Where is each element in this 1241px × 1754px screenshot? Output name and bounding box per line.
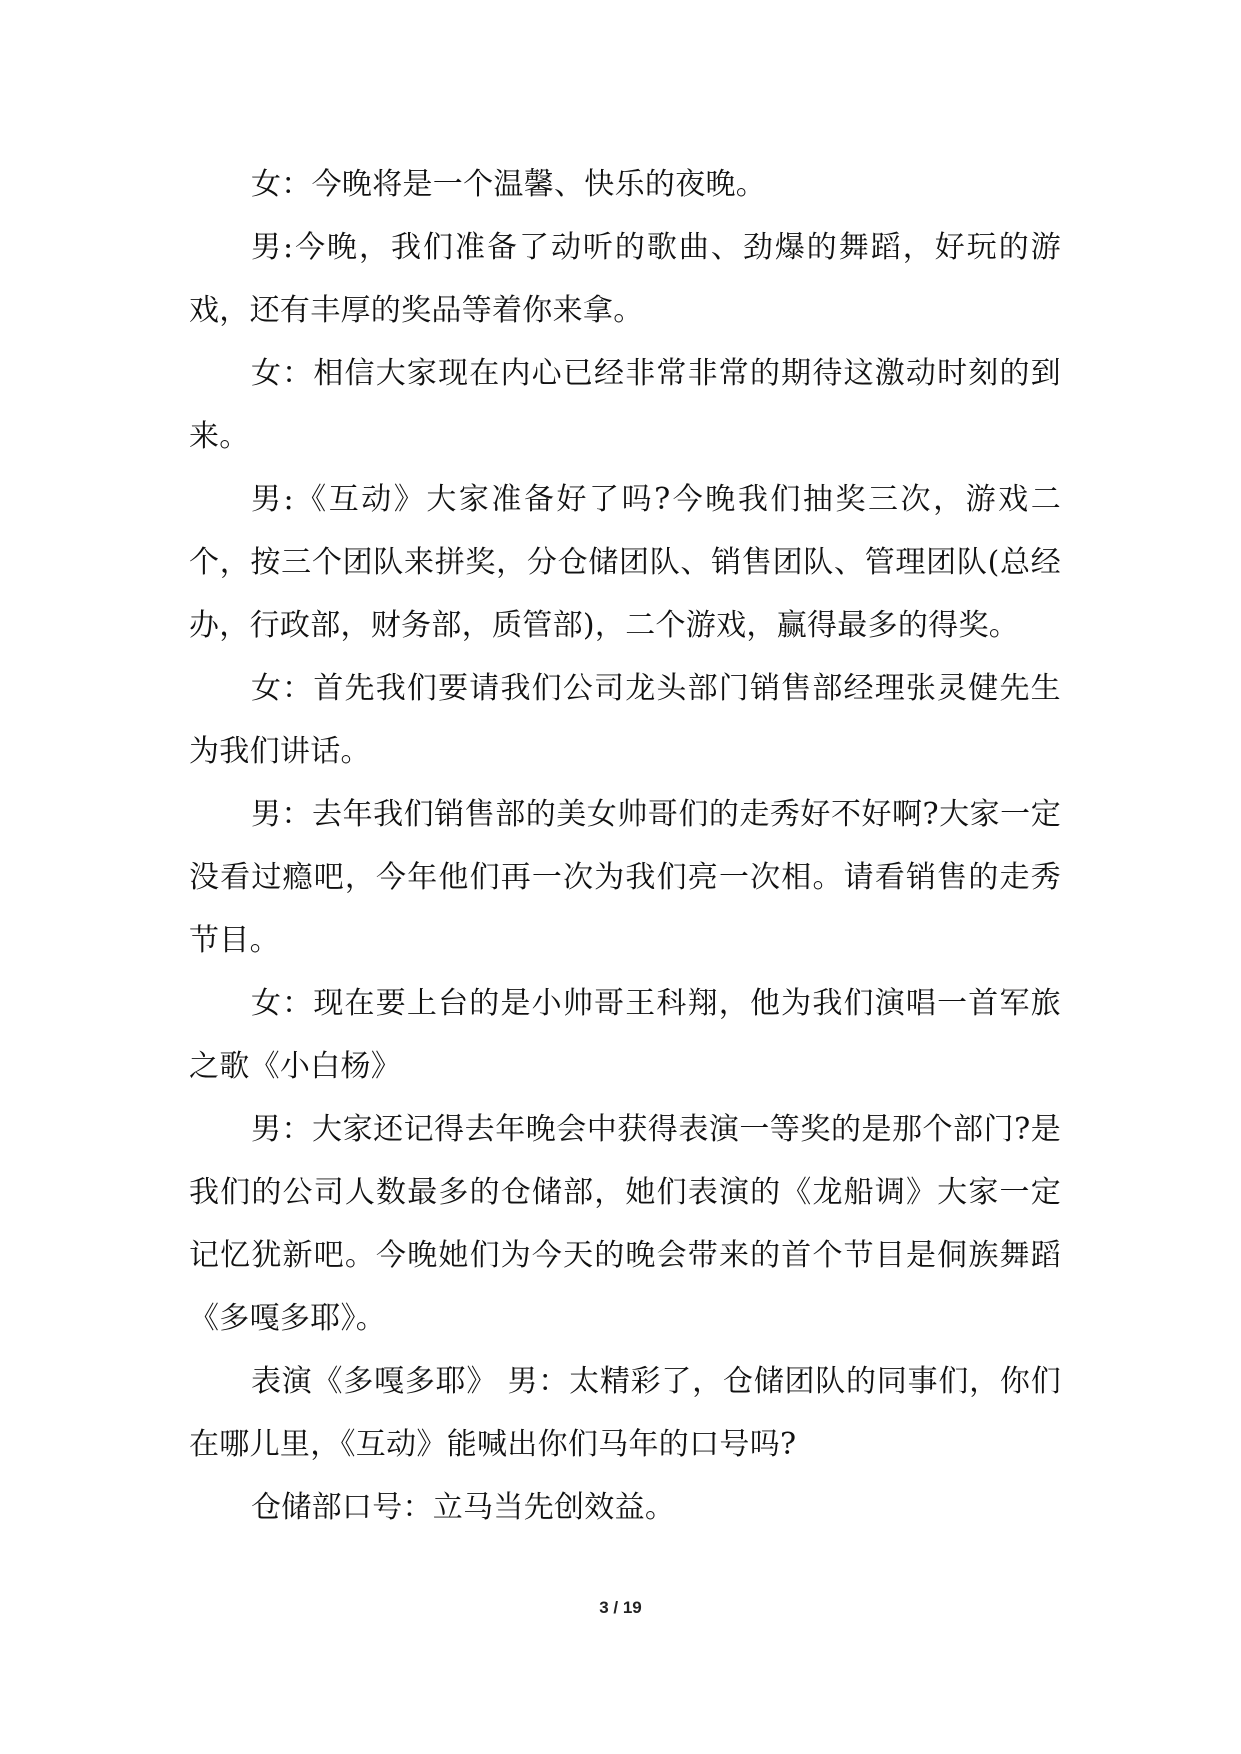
paragraph: 女：相信大家现在内心已经非常非常的期待这激动时刻的到来。 — [189, 356, 1061, 454]
paragraph: 男：去年我们销售部的美女帅哥们的走秀好不好啊?大家一定没看过瘾吧，今年他们再一次为我们亮一次相。请看销售的走秀节目。 — [189, 797, 1061, 958]
paragraph: 表演《多嘎多耶》 男：太精彩了，仓储团队的同事们，你们在哪儿里，《互动》能喊出你们马年的口号吗? — [189, 1364, 1061, 1462]
paragraph: 男:今晚，我们准备了动听的歌曲、劲爆的舞蹈，好玩的游戏，还有丰厚的奖品等着你来拿。 — [189, 230, 1061, 328]
paragraph: 男:《互动》大家准备好了吗?今晚我们抽奖三次，游戏二个，按三个团队来拼奖，分仓储团队、销售团队、管理团队(总经办，行政部，财务部，质管部)，二个游戏，赢得最多的得奖。 — [189, 482, 1061, 643]
paragraph: 男：大家还记得去年晚会中获得表演一等奖的是那个部门?是我们的公司人数最多的仓储部，她们表演的《龙船调》大家一定记忆犹新吧。今晚她们为今天的晚会带来的首个节目是侗族舞蹈《多嘎多耶》。 — [189, 1112, 1061, 1336]
paragraph: 女：现在要上台的是小帅哥王科翔，他为我们演唱一首军旅之歌《小白杨》 — [189, 986, 1061, 1084]
paragraph: 女：今晚将是一个温馨、快乐的夜晚。 — [251, 167, 767, 202]
paragraph: 仓储部口号：立马当先创效益。 — [251, 1490, 676, 1525]
document-body — [189, 153, 1061, 1539]
paragraph: 女：首先我们要请我们公司龙头部门销售部经理张灵健先生为我们讲话。 — [189, 671, 1061, 769]
page-number: 3 / 19 — [599, 1598, 642, 1617]
